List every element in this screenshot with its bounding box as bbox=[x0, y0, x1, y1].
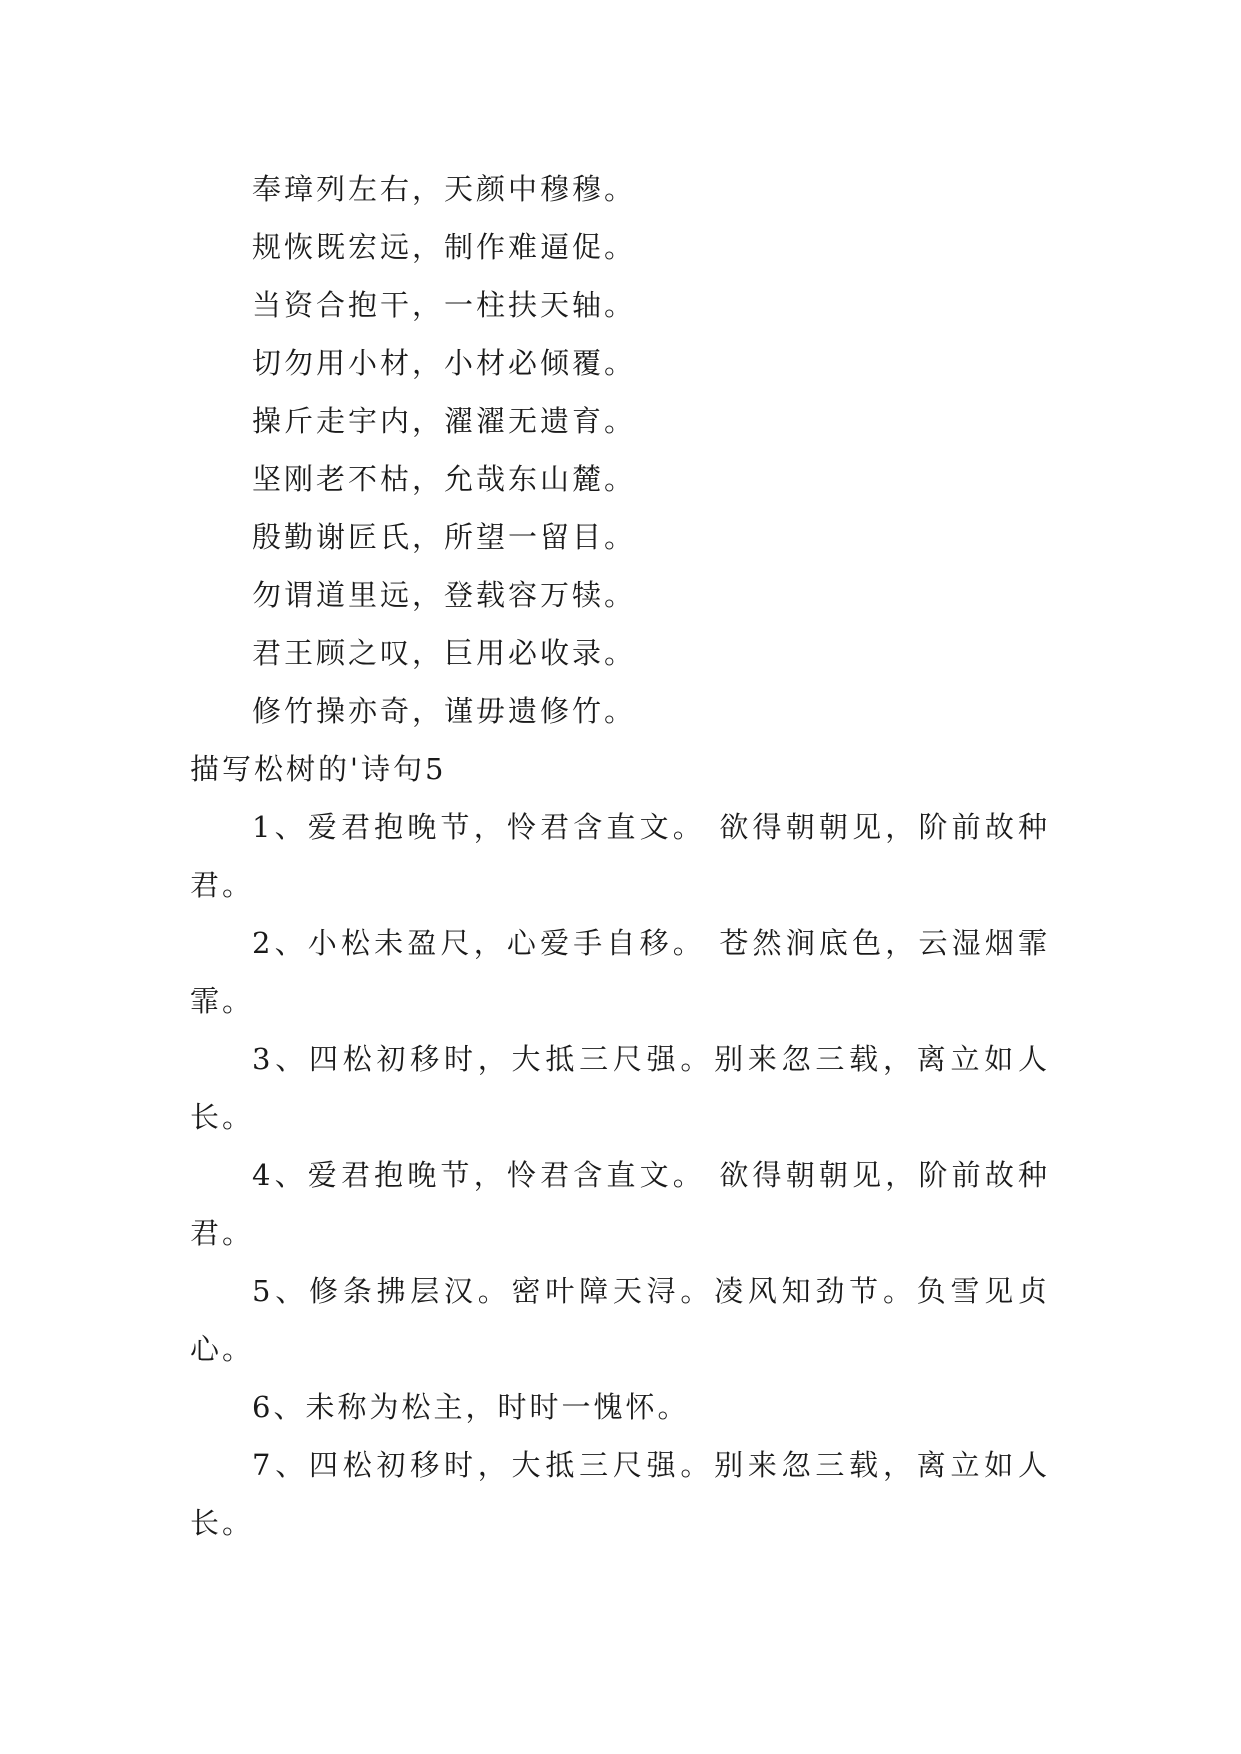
poem-line: 坚刚老不枯，允哉东山麓。 bbox=[252, 462, 637, 496]
document-body bbox=[190, 160, 1050, 1552]
list-item: 1、爱君抱晚节，怜君含直文。 欲得朝朝见，阶前故种君。 bbox=[190, 810, 1050, 902]
list-item: 7、四松初移时，大抵三尺强。别来忽三载，离立如人长。 bbox=[190, 1448, 1050, 1540]
poem-line: 当资合抱干，一柱扶天轴。 bbox=[252, 288, 637, 322]
list-item: 4、爱君抱晚节，怜君含直文。 欲得朝朝见，阶前故种君。 bbox=[190, 1158, 1050, 1250]
list-item: 5、修条拂层汉。密叶障天浔。凌风知劲节。负雪见贞心。 bbox=[190, 1274, 1050, 1366]
poem-line: 奉璋列左右，天颜中穆穆。 bbox=[252, 172, 637, 206]
poem-line: 规恢既宏远，制作难逼促。 bbox=[252, 230, 637, 264]
poem-line: 勿谓道里远，登载容万犊。 bbox=[252, 578, 637, 612]
list-item: 2、小松未盈尺，心爱手自移。 苍然涧底色，云湿烟霏霏。 bbox=[190, 926, 1050, 1018]
poem-line: 修竹操亦奇，谨毋遗修竹。 bbox=[252, 694, 637, 728]
poem-line: 切勿用小材，小材必倾覆。 bbox=[252, 346, 637, 380]
poem-line: 君王顾之叹，巨用必收录。 bbox=[252, 636, 637, 670]
section-heading: 描写松树的'诗句5 bbox=[190, 752, 447, 786]
poem-line: 操斤走宇内，濯濯无遗育。 bbox=[252, 404, 637, 438]
list-item: 6、未称为松主，时时一愧怀。 bbox=[252, 1390, 690, 1424]
list-item: 3、四松初移时，大抵三尺强。别来忽三载，离立如人长。 bbox=[190, 1042, 1050, 1134]
poem-line: 殷勤谢匠氏，所望一留目。 bbox=[252, 520, 637, 554]
